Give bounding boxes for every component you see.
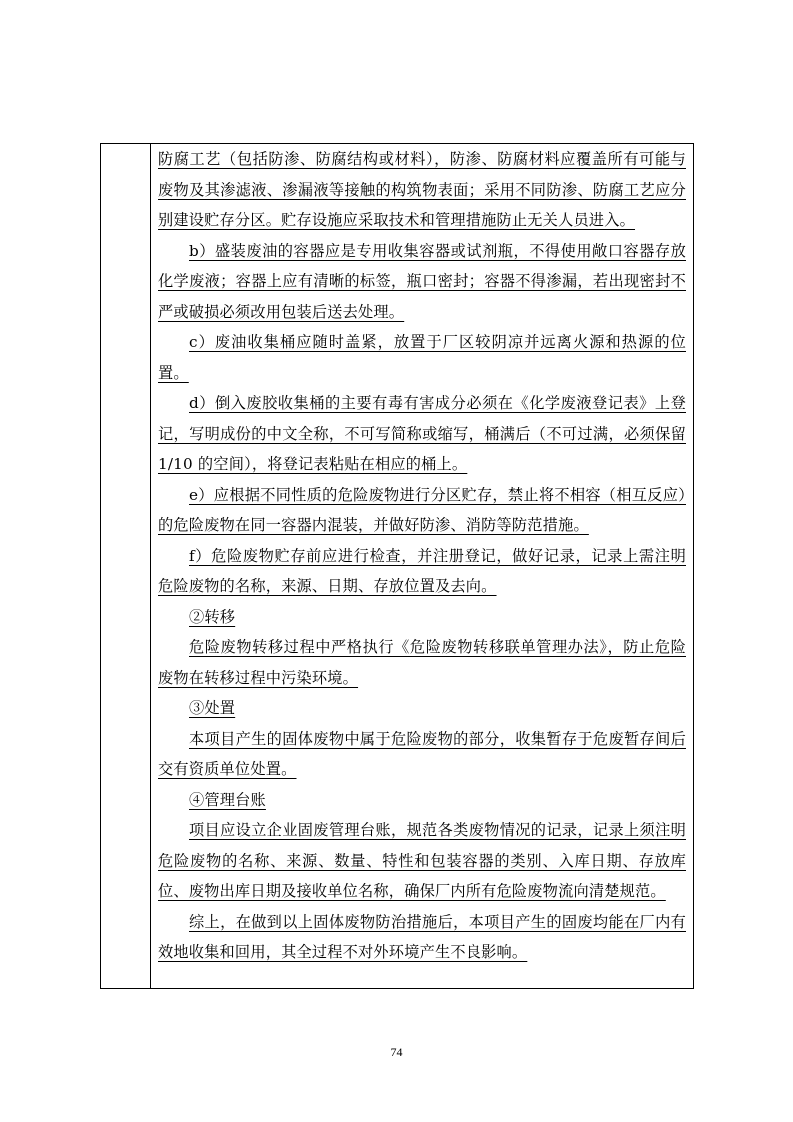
heading-transfer: ②转移 (189, 607, 236, 626)
paragraph-item-f: f）危险废物贮存前应进行检查，并注册登记，做好记录，记录上需注明危险废物的名称，来源、日期、存放位置及去向。 (158, 546, 686, 595)
paragraph-item-e: e）应根据不同性质的危险废物进行分区贮存，禁止将不相容（相互反应）的危险废物在同一容器内混装，并做好防渗、消防等防范措施。 (158, 485, 686, 534)
paragraph-conclusion: 综上，在做到以上固体废物防治措施后，本项目产生的固废均能在厂内有效地收集和回用，其全过程不对外环境产生不良影响。 (158, 912, 686, 961)
paragraph-transfer: 危险废物转移过程中严格执行《危险废物转移联单管理办法》，防止危险废物在转移过程中污染环境。 (158, 638, 686, 687)
heading-ledger: ④管理台账 (189, 790, 266, 809)
table-left-column (101, 144, 151, 988)
paragraph-item-b: b）盛装废油的容器应是专用收集容器或试剂瓶，不得使用敞口容器存放化学废液；容器上应有清晰的标签，瓶口密封；容器不得渗漏，若出现密封不严或破损必须改用包装后送去处理。 (158, 241, 686, 321)
content-table (100, 143, 694, 989)
paragraph-ledger: 项目应设立企业固废管理台账，规范各类废物情况的记录，记录上须注明危险废物的名称、来源、数量、特性和包装容器的类别、入库日期、存放库位、废物出库日期及接收单位名称，确保厂内所有危险废物流向清楚规范。 (158, 821, 686, 900)
paragraph-storage-facility: 防腐工艺（包括防渗、防腐结构或材料），防渗、防腐材料应覆盖所有可能与废物及其渗滤液、渗漏液等接触的构筑物表面；采用不同防渗、防腐工艺应分别建设贮存分区。贮存设施应采取技术和管理措施防止无关人员进入。 (158, 150, 686, 229)
page-number: 74 (390, 1045, 403, 1059)
paragraph-item-c: c）废油收集桶应随时盖紧，放置于厂区较阴凉并远离火源和热源的位置。 (158, 333, 686, 382)
heading-disposal: ③处置 (189, 699, 236, 717)
table-content-cell (158, 144, 686, 968)
paragraph-item-d: d）倒入废胶收集桶的主要有毒有害成分必须在《化学废液登记表》上登记，写明成份的中文全称，不可写简称或缩写，桶满后（不可过满，必须保留 1/10 的空间），将登记表粘贴在相应的桶上。 (158, 394, 686, 473)
paragraph-disposal: 本项目产生的固体废物中属于危险废物的部分，收集暂存于危废暂存间后交有资质单位处置。 (158, 729, 686, 778)
